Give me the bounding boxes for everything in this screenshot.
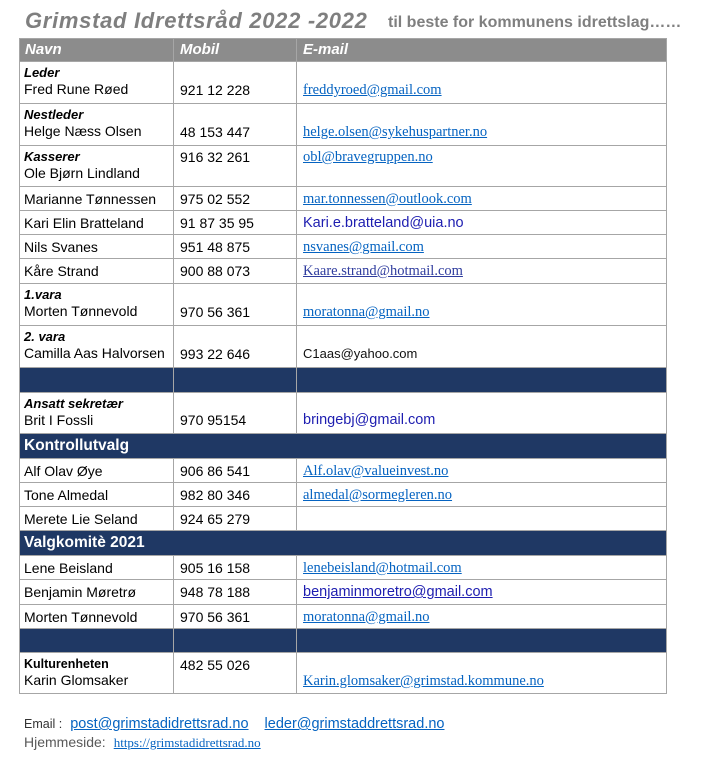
phone-number: 905 16 158 xyxy=(180,559,251,576)
person-name: Brit I Fossli xyxy=(24,412,94,428)
table-row xyxy=(20,556,667,580)
spacer-cell xyxy=(174,629,297,652)
name-cell xyxy=(20,284,174,325)
person-name: Camilla Aas Halvorsen xyxy=(24,345,165,361)
phone-cell xyxy=(174,507,297,530)
phone-number: 948 78 188 xyxy=(180,584,251,600)
email-link[interactable]: almedal@sormegleren.no xyxy=(303,486,453,503)
email-cell xyxy=(297,459,667,482)
table-row xyxy=(20,507,667,531)
email-link[interactable]: lenebeisland@hotmail.com xyxy=(303,559,462,576)
phone-cell xyxy=(174,483,297,506)
table-row xyxy=(20,235,667,259)
email-link[interactable]: moratonna@gmail.no xyxy=(303,304,430,320)
table-row xyxy=(20,187,667,211)
phone-number: 982 80 346 xyxy=(180,486,251,503)
homepage-label: Hjemmeside: xyxy=(24,734,106,750)
table-row xyxy=(20,211,667,235)
table-row xyxy=(20,483,667,507)
phone-number: 906 86 541 xyxy=(180,462,251,479)
email-cell xyxy=(297,284,667,325)
table-row xyxy=(20,459,667,483)
email-cell xyxy=(297,556,667,579)
person-name: Morten Tønnevold xyxy=(24,303,138,319)
email-cell xyxy=(297,211,667,234)
section-heading-row xyxy=(20,434,667,459)
table-row xyxy=(20,146,667,187)
email-cell xyxy=(297,235,667,258)
phone-cell xyxy=(174,653,297,693)
email-link[interactable]: Alf.olav@valueinvest.no xyxy=(303,462,449,479)
person-name: Fred Rune Røed xyxy=(24,81,129,97)
name-cell xyxy=(20,326,174,367)
phone-number: 993 22 646 xyxy=(180,346,251,362)
document-title: Grimstad Idrettsråd 2022 -2022 xyxy=(25,8,368,33)
person-name: Kari Elin Bratteland xyxy=(20,211,174,234)
table-row xyxy=(20,104,667,146)
footer-email-line xyxy=(24,715,444,733)
person-name: Alf Olav Øye xyxy=(20,459,174,482)
email-link[interactable]: benjaminmoretro@gmail.com xyxy=(303,584,493,600)
phone-number: 924 65 279 xyxy=(180,510,251,527)
role-label: Leder xyxy=(24,65,60,80)
email-cell xyxy=(297,259,667,283)
person-name: Merete Lie Seland xyxy=(20,507,174,530)
email-text: C1aas@yahoo.com xyxy=(303,346,418,361)
person-name: Marianne Tønnessen xyxy=(20,187,174,210)
section-heading-row xyxy=(20,531,667,556)
phone-cell xyxy=(174,284,297,325)
email-link[interactable]: Karin.glomsaker@grimstad.kommune.no xyxy=(303,673,544,689)
email-cell xyxy=(297,146,667,186)
table-row xyxy=(20,62,667,104)
homepage-link[interactable]: https://grimstadidrettsrad.no xyxy=(113,735,261,750)
phone-cell xyxy=(174,211,297,234)
phone-number: 921 12 228 xyxy=(180,82,251,98)
phone-number: 900 88 073 xyxy=(180,263,251,279)
spacer-row xyxy=(20,629,667,653)
email-link[interactable]: freddyroed@gmail.com xyxy=(303,82,442,98)
table-header-row xyxy=(20,39,667,62)
column-header-name: Navn xyxy=(20,39,174,61)
phone-number: 482 55 026 xyxy=(180,657,251,673)
role-label: Ansatt sekretær xyxy=(24,396,123,411)
spacer-cell xyxy=(297,629,667,652)
email-cell xyxy=(297,507,667,530)
role-label: Nestleder xyxy=(24,107,84,122)
section-heading: Kontrollutvalg xyxy=(20,434,667,458)
phone-cell xyxy=(174,146,297,186)
email-cell xyxy=(297,483,667,506)
email-cell xyxy=(297,653,667,693)
person-name: Ole Bjørn Lindland xyxy=(24,165,140,181)
name-cell xyxy=(20,62,174,103)
email-link[interactable]: obl@bravegruppen.no xyxy=(303,149,433,165)
contact-table xyxy=(19,38,667,694)
spacer-cell xyxy=(297,368,667,392)
phone-number: 951 48 875 xyxy=(180,238,251,255)
email-cell xyxy=(297,187,667,210)
role-label: Kulturenheten xyxy=(24,657,109,671)
phone-number: 975 02 552 xyxy=(180,190,251,207)
phone-number: 48 153 447 xyxy=(180,124,251,140)
email-cell xyxy=(297,62,667,103)
email-cell xyxy=(297,605,667,628)
email-link[interactable]: helge.olsen@sykehuspartner.no xyxy=(303,124,488,140)
person-name: Kåre Strand xyxy=(20,259,174,283)
footer-homepage-line xyxy=(24,733,261,752)
email-link[interactable]: moratonna@gmail.no xyxy=(303,608,430,625)
phone-number: 970 95154 xyxy=(180,412,247,428)
document-tagline: til beste for kommunens idrettslag…… xyxy=(388,14,682,31)
table-row xyxy=(20,284,667,326)
phone-cell xyxy=(174,605,297,628)
person-name: Lene Beisland xyxy=(20,556,174,579)
phone-cell xyxy=(174,62,297,103)
person-name: Helge Næss Olsen xyxy=(24,123,142,139)
phone-cell xyxy=(174,104,297,145)
phone-cell xyxy=(174,580,297,604)
phone-cell xyxy=(174,326,297,367)
phone-cell xyxy=(174,556,297,579)
phone-cell xyxy=(174,259,297,283)
phone-cell xyxy=(174,187,297,210)
email-link[interactable]: Kaare.strand@hotmail.com xyxy=(303,263,463,279)
table-row xyxy=(20,653,667,694)
email-cell xyxy=(297,326,667,367)
person-name: Benjamin Møretrø xyxy=(20,580,174,604)
role-label: 1.vara xyxy=(24,287,62,302)
name-cell xyxy=(20,393,174,433)
email-link[interactable]: nsvanes@gmail.com xyxy=(303,238,424,255)
table-row xyxy=(20,393,667,434)
spacer-cell xyxy=(174,368,297,392)
email-link[interactable]: bringebj@gmail.com xyxy=(303,412,436,428)
footer-email-link-leder[interactable]: leder@grimstaddrettsrad.no xyxy=(264,716,445,732)
person-name: Tone Almedal xyxy=(20,483,174,506)
table-row xyxy=(20,605,667,629)
phone-number: 916 32 261 xyxy=(180,149,251,165)
email-cell xyxy=(297,393,667,433)
phone-number: 970 56 361 xyxy=(180,304,251,320)
email-label: Email : xyxy=(24,717,63,731)
role-label: 2. vara xyxy=(24,329,66,344)
email-link[interactable]: Kari.e.bratteland@uia.no xyxy=(303,214,464,231)
section-heading: Valgkomitè 2021 xyxy=(20,531,667,555)
phone-number: 91 87 35 95 xyxy=(180,214,254,231)
email-link[interactable]: mar.tonnessen@outlook.com xyxy=(303,190,472,207)
person-name: Karin Glomsaker xyxy=(24,672,129,688)
phone-cell xyxy=(174,235,297,258)
column-header-email: E-mail xyxy=(297,39,667,61)
email-cell xyxy=(297,104,667,145)
name-cell xyxy=(20,653,174,693)
name-cell xyxy=(20,104,174,145)
column-header-phone: Mobil xyxy=(174,39,297,61)
spacer-cell xyxy=(20,368,174,392)
phone-cell xyxy=(174,393,297,433)
email-cell xyxy=(297,580,667,604)
footer-email-link-post[interactable]: post@grimstadidrettsrad.no xyxy=(70,716,249,732)
table-row xyxy=(20,580,667,605)
table-row xyxy=(20,326,667,368)
phone-cell xyxy=(174,459,297,482)
phone-number: 970 56 361 xyxy=(180,608,251,625)
spacer-cell xyxy=(20,629,174,652)
table-row xyxy=(20,259,667,284)
name-cell xyxy=(20,146,174,186)
person-name: Nils Svanes xyxy=(20,235,174,258)
spacer-row xyxy=(20,368,667,393)
role-label: Kasserer xyxy=(24,149,80,164)
person-name: Morten Tønnevold xyxy=(20,605,174,628)
